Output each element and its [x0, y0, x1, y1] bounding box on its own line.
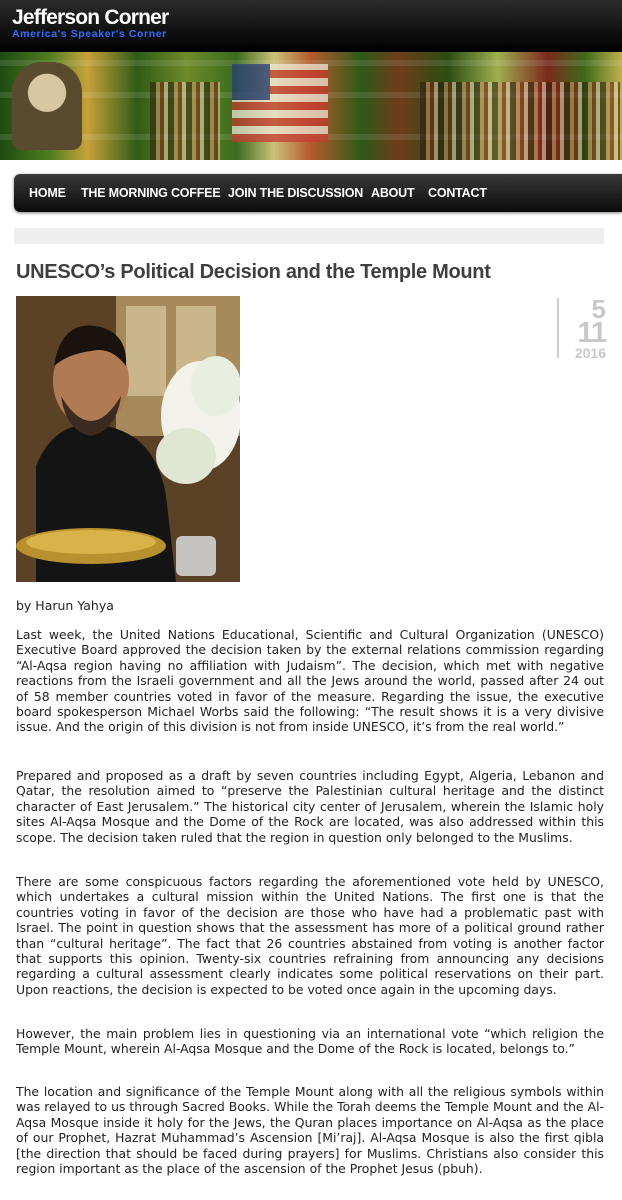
date-divider: [557, 298, 559, 358]
site-header: [0, 0, 622, 52]
post-paragraph: However, the main problem lies in questioning via an international vote “which religion the Temple Mount, wherein Al-Aqsa Mosque and the Dome of the Rock is located, belongs to.”: [16, 1026, 604, 1057]
post-paragraph: Prepared and proposed as a draft by seven countries including Egypt, Algeria, Lebanon and Qatar, the resolution aimed to “preserve the Palestinian cultural heritage and the distinct character of East Jerusalem.” The historical city center of Jerusalem, wherein the Islamic holy sites Al-Aqsa Mosque and the Dome of the Rock are located, was also addressed within this scope. The decision taken ruled that the region in question only belonged to the Muslims.: [16, 768, 604, 845]
site-tagline: America's Speaker's Corner: [12, 28, 167, 40]
banner-portrait: [12, 62, 82, 150]
nav-join-the-discussion[interactable]: JOIN THE DISCUSSION: [228, 186, 364, 200]
nav-home[interactable]: HOME: [29, 186, 66, 200]
site-title[interactable]: Jefferson Corner: [12, 6, 169, 29]
banner-crowd: [150, 82, 220, 160]
post-paragraph: The location and significance of the Temple Mount along with all the religious symbols within was relayed to us through Sacred Books. While the Torah deems the Temple Mount and the Al-Aqsa Mosque inside it holy for the Jews, the Quran places importance on Al-Aqsa as the place of our Prophet, Hazrat Muhammad’s Ascension [Mi’raj]. Al-Aqsa Mosque is also the first qibla [the direction that should be faced during prayers] for Muslims. Christians also consider this region important as the place of the ascension of the Prophet Jesus (pbuh).: [16, 1084, 604, 1177]
post-title[interactable]: UNESCO’s Political Decision and the Temple Mount: [16, 261, 491, 283]
post-date-month: 5: [591, 294, 606, 324]
nav-contact[interactable]: CONTACT: [428, 186, 487, 200]
post-date-day: 11: [577, 317, 606, 349]
post-date-year: 2016: [574, 345, 606, 361]
banner-crowd: [420, 82, 620, 160]
content-divider: [14, 228, 604, 244]
banner-flag: [232, 64, 328, 142]
main-navigation: [14, 174, 622, 212]
post-byline: by Harun Yahya: [16, 598, 114, 613]
nav-the-morning-coffee[interactable]: THE MORNING COFFEE: [81, 186, 221, 200]
post-paragraph: There are some conspicuous factors regarding the aforementioned vote held by UNESCO, which undertakes a cultural mission within the United Nations. The first one is that the countries voting in favor of the decision are those who have had a problematic past with Israel. The point in question shows that the assessment has more of a political ground rather than “cultural heritage”. The fact that 26 countries abstained from voting is another factor that supports this opinion. Twenty-six countries refraining from announcing any decisions regarding a cultural assessment clearly indicates some political reservations on their part. Upon reactions, the decision is expected to be voted once again in the upcoming days.: [16, 874, 604, 997]
post-photo-illustration: [16, 296, 240, 582]
post-paragraph: Last week, the United Nations Educational, Scientific and Cultural Organization (UNESCO) Executive Board approved the decision taken by the external relations commission regarding “Al-Aqsa region having no affiliation with Judaism”. The decision, which met with negative reactions from the Israeli government and all the Jews around the world, passed after 24 out of 58 member countries voted in favor of the measure. Regarding the issue, the executive board spokesperson Michael Worbs said the following: “The result shows it is a very divisive issue. And the origin of this division is not from inside UNESCO, it’s from the real world.”: [16, 627, 604, 735]
nav-about[interactable]: ABOUT: [371, 186, 415, 200]
post-photo: [16, 296, 240, 582]
header-banner-image: [0, 52, 622, 160]
